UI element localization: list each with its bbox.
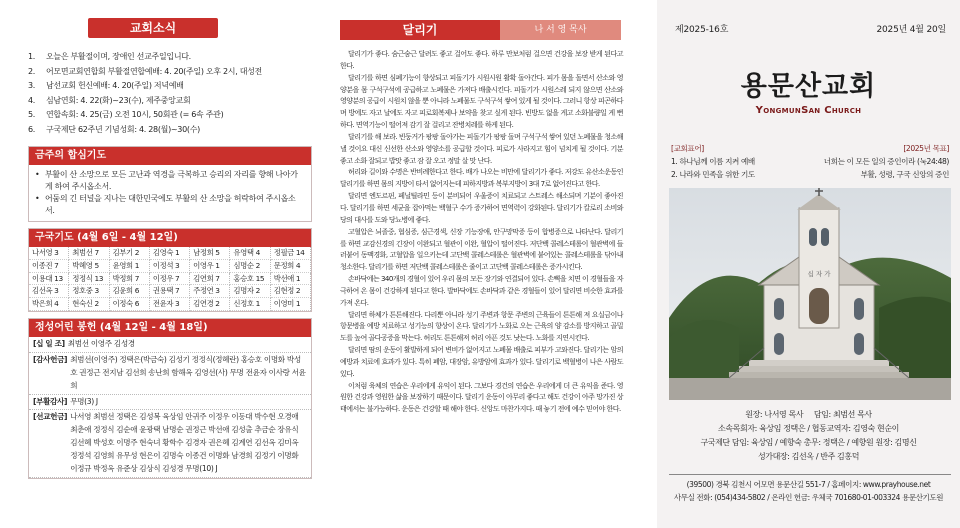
district-cell: 이정우 7 — [150, 273, 190, 286]
service-names: 최범선(이영주) 정택은(박금숙) 김성기 정정식(정혜란) 홍승호 이명화 박성호 권정근 전지남 김선희 송난희 함해옥 김영선(사) 무명 전윤자 이사랑 서윤희 — [70, 354, 306, 390]
district-cell: 김명자 2 — [230, 285, 270, 298]
service-role: [감사헌금] — [33, 354, 68, 364]
service-row — [29, 337, 311, 353]
news-item — [28, 79, 312, 94]
news-list — [28, 50, 312, 138]
prayer-text: 부활이 산 소망으로 모든 고난과 역경을 극복하고 승리의 자리를 향해 나아가게 하여 주시옵소서. — [45, 169, 298, 191]
news-item — [28, 108, 312, 123]
motto-line-2: 2. 나라와 민족을 위한 기도 — [671, 170, 755, 179]
district-cell: 김부기 2 — [110, 247, 150, 260]
district-cell: 신정호 1 — [230, 298, 270, 311]
address-line: (39500) 경북 김천시 어모면 용문산길 551-7 / 홈페이지: www.prayhouse.net — [686, 480, 931, 489]
goal-line-2: 부활, 성령, 구국 신앙의 증인 — [860, 170, 949, 179]
column-title: 달리기 — [340, 20, 500, 40]
district-cell: 박정희 7 — [110, 273, 150, 286]
district-box — [28, 228, 312, 312]
news-item-number: 3. — [28, 81, 36, 91]
cover-panel — [657, 0, 960, 528]
news-item — [28, 123, 312, 138]
column-panel — [340, 0, 635, 528]
service-role: [선교헌금] — [33, 412, 68, 422]
service-role: [십 일 조] — [33, 338, 65, 348]
district-cell: 김선옥 3 — [29, 285, 69, 298]
motto-box — [669, 142, 951, 187]
divider — [669, 474, 951, 475]
motto-title: [교회표어] — [671, 144, 704, 153]
district-header: 구국기도 (4월 6일 - 4월 12일) — [29, 229, 311, 247]
district-cell: 정필금 14 — [271, 247, 311, 260]
news-item-text: 심남연회: 4. 22(화)~23(수), 제주중앙교회 — [46, 95, 191, 105]
column-paragraph: 달리면 엔도르핀, 페닐틸라민 등이 분비되어 우울증이 치료되고 스트레스 해소되며 기분이 좋아진다. 달리기를 하면 세균을 잡아먹는 백혈구 수가 증가하여 면역력이 강화된다. 달리기가 칼로리 소비와 당의 대사를 도와 당뇨병에 좋다. — [340, 191, 623, 224]
district-cell: 나서영 3 — [29, 247, 69, 260]
news-item-text: 남선교회 헌신예배: 4. 20(주일) 저녁예배 — [46, 81, 184, 91]
prayer-box — [28, 146, 312, 223]
goal-line-1: 너희는 이 모든 일의 증인이라 (눅24:48) — [823, 157, 949, 166]
district-cell: 박선애 1 — [271, 273, 311, 286]
news-item — [28, 65, 312, 80]
pastors-line: 원장: 나서영 목사 담임: 최범선 목사 — [745, 410, 872, 419]
prayer-item — [35, 193, 305, 217]
motto-line-1: 1. 하나님께 이름 지켜 예배 — [671, 157, 755, 166]
service-header: 정성어린 봉헌 (4월 12일 - 4월 18일) — [29, 319, 311, 337]
church-motto — [671, 142, 755, 181]
district-cell: 박은희 4 — [29, 298, 69, 311]
district-cell: 최범선 7 — [69, 247, 109, 260]
column-paragraph: 이처럼 육체의 연습은 우리에게 유익이 된다. 그보다 경건의 연습은 우리에게 더 큰 유익을 준다. 영원한 건강과 영원한 삶을 보장하기 때문이다. 달리기 운동이 아무리 좋다고 해도 건강이 아주 망가진 상태에서는 불가능하다. 운동은 건강할 때 해야 한다. 신앙도 마찬가지다. 때 놓기 전에 예수 믿어야 한다. — [340, 380, 623, 414]
district-cell: 전윤자 3 — [150, 298, 190, 311]
news-item-number: 4. — [28, 95, 36, 105]
district-cell: 이용대 13 — [29, 273, 69, 286]
news-item-number: 1. — [28, 52, 36, 61]
district-cell: 남정희 5 — [190, 247, 230, 260]
news-item-text: 어모면교회연합회 부활절연합예배: 4. 20(주일) 오후 2시, 대성전 — [46, 66, 262, 76]
district-cell: 정호중 3 — [69, 285, 109, 298]
district-cell: 박혜영 5 — [69, 260, 109, 273]
news-header: 교회소식 — [88, 18, 218, 38]
issue-number: 제2025-16호 — [675, 25, 729, 35]
district-cell: 김현정 2 — [271, 285, 311, 298]
district-cell: 문정희 4 — [271, 260, 311, 273]
column-paragraph: 달리기를 해 보라. 빈둥거가 팡팡 돌아가는 피돌기가 팡팡 돌며 구석구석 쌓여 있던 노폐물을 청소해 낼 것이요 대신 신선한 산소와 영양소를 공급할 것이다. 피로가 사라지고 힘이 넘치게 될 것이다. 기분 좋고 소화 잘되고 밥맛 좋고 잠 잘 오고 정말 살 맛 난다. — [340, 131, 623, 165]
service-row — [29, 410, 311, 478]
service-box — [28, 318, 312, 479]
column-paragraph: 달리면 땀의 운동이 활발하게 되어 변비가 없어지고 노폐물 배출로 피부가 고와진다. 달리기는 암의 예방과 치료에 효과가 있다. 특히 폐암, 대장암, 유방암에 효과가 있다. 달리기로 백혈병이 나은 사람도 있다. — [340, 345, 623, 378]
column-paragraph: 고혈압은 뇌졸중, 협심증, 심근경색, 신장 기능장애, 안구망막증 등이 합병증으로 나타난다. 달리기를 하면 교감신경의 긴장이 이완되고 혈관이 이완, 혈압이 떨어진다. 저단백 콜레스테롤이 혈관벽에 들러붙어 동맥경화, 고혈압을 일으키는데 고단백 콜레스테롤은 혈관벽에 붙어있는 콜레스테롤을 닦아내 청소한다. 달리기를 하면 저단백 콜레스테롤은 줄이고 고단백 콜레스테롤은 증가시킨다. — [340, 226, 623, 272]
goal-title: [2025년 목표] — [903, 144, 949, 153]
staff-line-3: 성가대장: 김선옥 / 반주 김홍덕 — [757, 452, 860, 461]
district-cell: 정정식 13 — [69, 273, 109, 286]
service-names: 무명(3) J — [70, 396, 98, 406]
service-role: [부활감사] — [33, 396, 68, 406]
service-row — [29, 353, 311, 395]
district-cell: 윤영희 1 — [110, 260, 150, 273]
issue-date: 2025년 4월 20일 — [876, 25, 946, 35]
news-item-text: 구국제단 62주년 기념성회: 4. 28(월)~30(수) — [46, 124, 200, 134]
district-cell: 이정석 3 — [150, 260, 190, 273]
district-cell: 이영우 1 — [190, 260, 230, 273]
district-grid — [29, 247, 311, 311]
church-building-illustration — [669, 188, 951, 400]
district-cell: 이종진 7 — [29, 260, 69, 273]
column-paragraph: 달리기를 하면 심폐기능이 향상되고 피돌기가 시원시원 활확 돌아간다. 피가 몸을 돌면서 산소와 영양분을 몸 구석구석에 공급하고 노폐물은 가져다 배출시킨다. 피돌기가 시원스레 되지 않으면 산소와 영양분의 공급이 시원치 않을 뿐 아니라 노폐물도 구석구석 쌓여 있게 될 것이다. 그러니 항상 피곤하다며 방에도 자고 날에도 자고 피로회복제나 보약을 찾고 싶게 된다. 빈방도 없을 게고 소화불량일 게 뻔하다. 면역기능이 떨어져 감기 잘 걸리고 잔병치레를 하게 된다. — [340, 72, 623, 130]
prayer-text: 어둠의 긴 터널을 지나는 대한민국에도 부활의 산 소망을 허락하여 주시옵소서. — [45, 193, 296, 216]
news-item-text: 연합속회: 4. 25(금) 오전 10시, 50회관 (= 6속 주관) — [46, 110, 224, 120]
district-cell: 주정연 3 — [190, 285, 230, 298]
church-name: 용문산교회 — [740, 71, 877, 102]
district-cell: 김연경 2 — [190, 298, 230, 311]
column-body — [340, 48, 635, 415]
district-cell: 이영미 1 — [271, 298, 311, 311]
staff-line-1: 소속목회자: 육상임 정택은 / 협동교역자: 김영숙 현순이 — [718, 424, 899, 433]
left-panel — [0, 0, 330, 528]
service-row — [29, 395, 311, 411]
service-table — [29, 337, 311, 478]
contact-info — [657, 478, 960, 504]
church-photo — [669, 188, 951, 400]
column-paragraph: 달리기가 좋다. 숨근숨근 달려도 좋고 걸어도 좋다. 하루 만보처럼 걸으면 건강을 보장 받게 된다고 한다. — [340, 49, 623, 70]
news-item-text: 오늘은 부활절이며, 장애인 선교주일입니다. — [46, 52, 191, 61]
news-item-number: 2. — [28, 66, 36, 76]
news-item-number: 5. — [28, 110, 36, 120]
district-cell: 권용택 7 — [150, 285, 190, 298]
column-header — [340, 20, 621, 40]
district-cell: 김윤희 6 — [110, 285, 150, 298]
district-cell: 이정숙 6 — [110, 298, 150, 311]
staff-line-2: 구국제단 담임: 육상임 / 예향숙 총무: 정택은 / 예향원 원장: 김명신 — [700, 438, 917, 447]
prayer-bullet: • — [35, 193, 40, 203]
service-names: 나서영 최범선 정택은 김성복 육상임 안귀주 이정우 이동대 박수현 오경애 최춘애 정정식 김순애 윤광택 남명순 권정근 박선애 김성출 추금순 장유식 김선혜 박성호 이명주 현숙녀 황학수 김경자 권은혜 김계연 김선옥 김미옥 정정석 김영희 유무성 현은이 김명숙 이종건 이명화 남경희 김정기 이명화 이정규 박정옥 유준상 김상식 김성경 무명(10) J — [70, 412, 299, 474]
tower-sign: 십 자 가 — [807, 270, 831, 278]
district-cell: 유영택 4 — [230, 247, 270, 260]
year-goal — [824, 142, 949, 181]
district-cell: 현숙신 2 — [69, 298, 109, 311]
prayer-item — [35, 169, 305, 193]
prayer-header: 금주의 합심기도 — [29, 147, 311, 165]
prayer-list — [29, 165, 311, 222]
news-item — [28, 94, 312, 109]
service-names: 최범선 이영주 김성경 — [67, 338, 135, 348]
column-author: 나 서 영 목사 — [500, 20, 621, 40]
district-cell: 심명순 2 — [230, 260, 270, 273]
prayer-bullet: • — [35, 169, 40, 179]
column-paragraph: 달리면 하체가 튼튼해진다. 다리뿐 아니라 성기 주변과 항문 주변의 근육들이 튼튼해 져 요실금이나 항문병을 예방 치료하고 성기능의 향상이 온다. 달리기가 노화로 오는 근육의 양 감소를 방지하고 골밀도를 높여 골다공증을 막는다. 허리도 튼튼해져 허리 아픈 것도 낫는다. 노화를 지연시킨다. — [340, 309, 623, 343]
staff-info — [657, 408, 960, 464]
news-item — [28, 50, 312, 65]
column-paragraph: 허리와 길이와 수명은 반비례한다고 한다. 배가 나오는 비만에 달리기가 좋다. 저강도 유산소운동인 달리기를 하면 몸의 지방이 타서 없어지는데 피하지방과 복부지방이 3대 7로 없어진다고 한다. — [340, 167, 623, 189]
district-cell: 김영숙 1 — [150, 247, 190, 260]
district-cell: 김연희 7 — [190, 273, 230, 286]
contact-line: 사무실 전화: (054)434-5802 / 온라인 헌금: 우체국 701680-01-003324 용문산기도원 — [673, 493, 944, 502]
news-item-number: 6. — [28, 124, 36, 134]
district-cell: 홍승호 15 — [230, 273, 270, 286]
church-name-en: YongmunSan Church — [755, 105, 862, 116]
column-paragraph: 손바닥에는 340개의 경혈이 있어 우리 몸의 모든 장기와 연결되어 있다. 손뼉을 치면 이 경혈들을 자극하여 온 몸이 건강하게 된다고 한다. 발바닥에도 손바닥과 같은 경혈들이 있어 달리면 비슷한 효과를 가져 온다. — [340, 274, 623, 307]
